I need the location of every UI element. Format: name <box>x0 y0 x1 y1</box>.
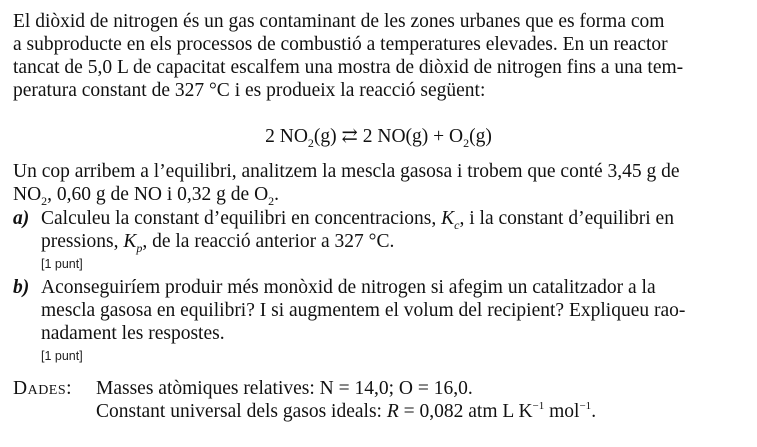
question-b-line-2: mescla gasosa en equilibri? I si augmentem el volum del recipient? Expliqueu rao- <box>41 300 686 321</box>
product-state: (g) <box>469 126 492 147</box>
question-a-line-1: Calculeu la constant d’equilibri en concentracions, $K_c$, i la constant d’equilibri en <box>41 208 674 232</box>
question-b-line-3: nadament les respostes. <box>41 323 225 344</box>
question-b-points: [1 punt] <box>41 349 83 363</box>
intro-line-4: peratura constant de 327 °C i es produeix la reacció següent: <box>13 80 486 101</box>
equilibrium-line-1: Un cop arribem a l’equilibri, analitzem la mescla gasosa i trobem que conté 3,45 g de <box>13 161 680 182</box>
equilibrium-line-2: $NO_2$, 0,60 g de NO i 0,32 g de $O_2$. <box>13 184 280 208</box>
data-label: Dades: <box>13 378 73 399</box>
intro-line-1: El diòxid de nitrogen és un gas contaminant de les zones urbanes que es forma com <box>13 11 665 32</box>
equilibrium-arrow-icon: ⇄ <box>341 126 358 147</box>
intro-line-2: a subproducte en els processos de combustió a temperatures elevades. En un reactor <box>13 34 668 55</box>
question-a-points: [1 punt] <box>41 257 83 271</box>
reactant-subscript: 2 <box>307 136 314 150</box>
product-subscript: 2 <box>463 136 470 150</box>
products: 2 NO(g) + O <box>362 126 464 147</box>
intro-line-3: tancat de 5,0 L de capacitat escalfem una mostra de diòxid de nitrogen fins a una tem- <box>13 57 684 78</box>
question-b-line-1: Aconseguiríem produir més monòxid de nitrogen si afegim un catalitzador a la <box>41 277 656 298</box>
question-b-label: b) <box>13 277 30 298</box>
data-line-2: Constant universal dels gasos ideals: R = 0,082 atm L $K^{-1}$ mol$^{-1}$. <box>96 400 597 422</box>
reaction-equation <box>0 124 757 148</box>
question-a-label: a) <box>13 208 30 229</box>
reactant-state: (g) <box>313 126 337 147</box>
question-a-line-2: pressions, $K_p$, de la reacció anterior a 327 °C. <box>41 231 395 255</box>
data-line-1: Masses atòmiques relatives: N = 14,0; O = 16,0. <box>96 378 473 399</box>
reactant: 2 NO <box>265 126 308 147</box>
